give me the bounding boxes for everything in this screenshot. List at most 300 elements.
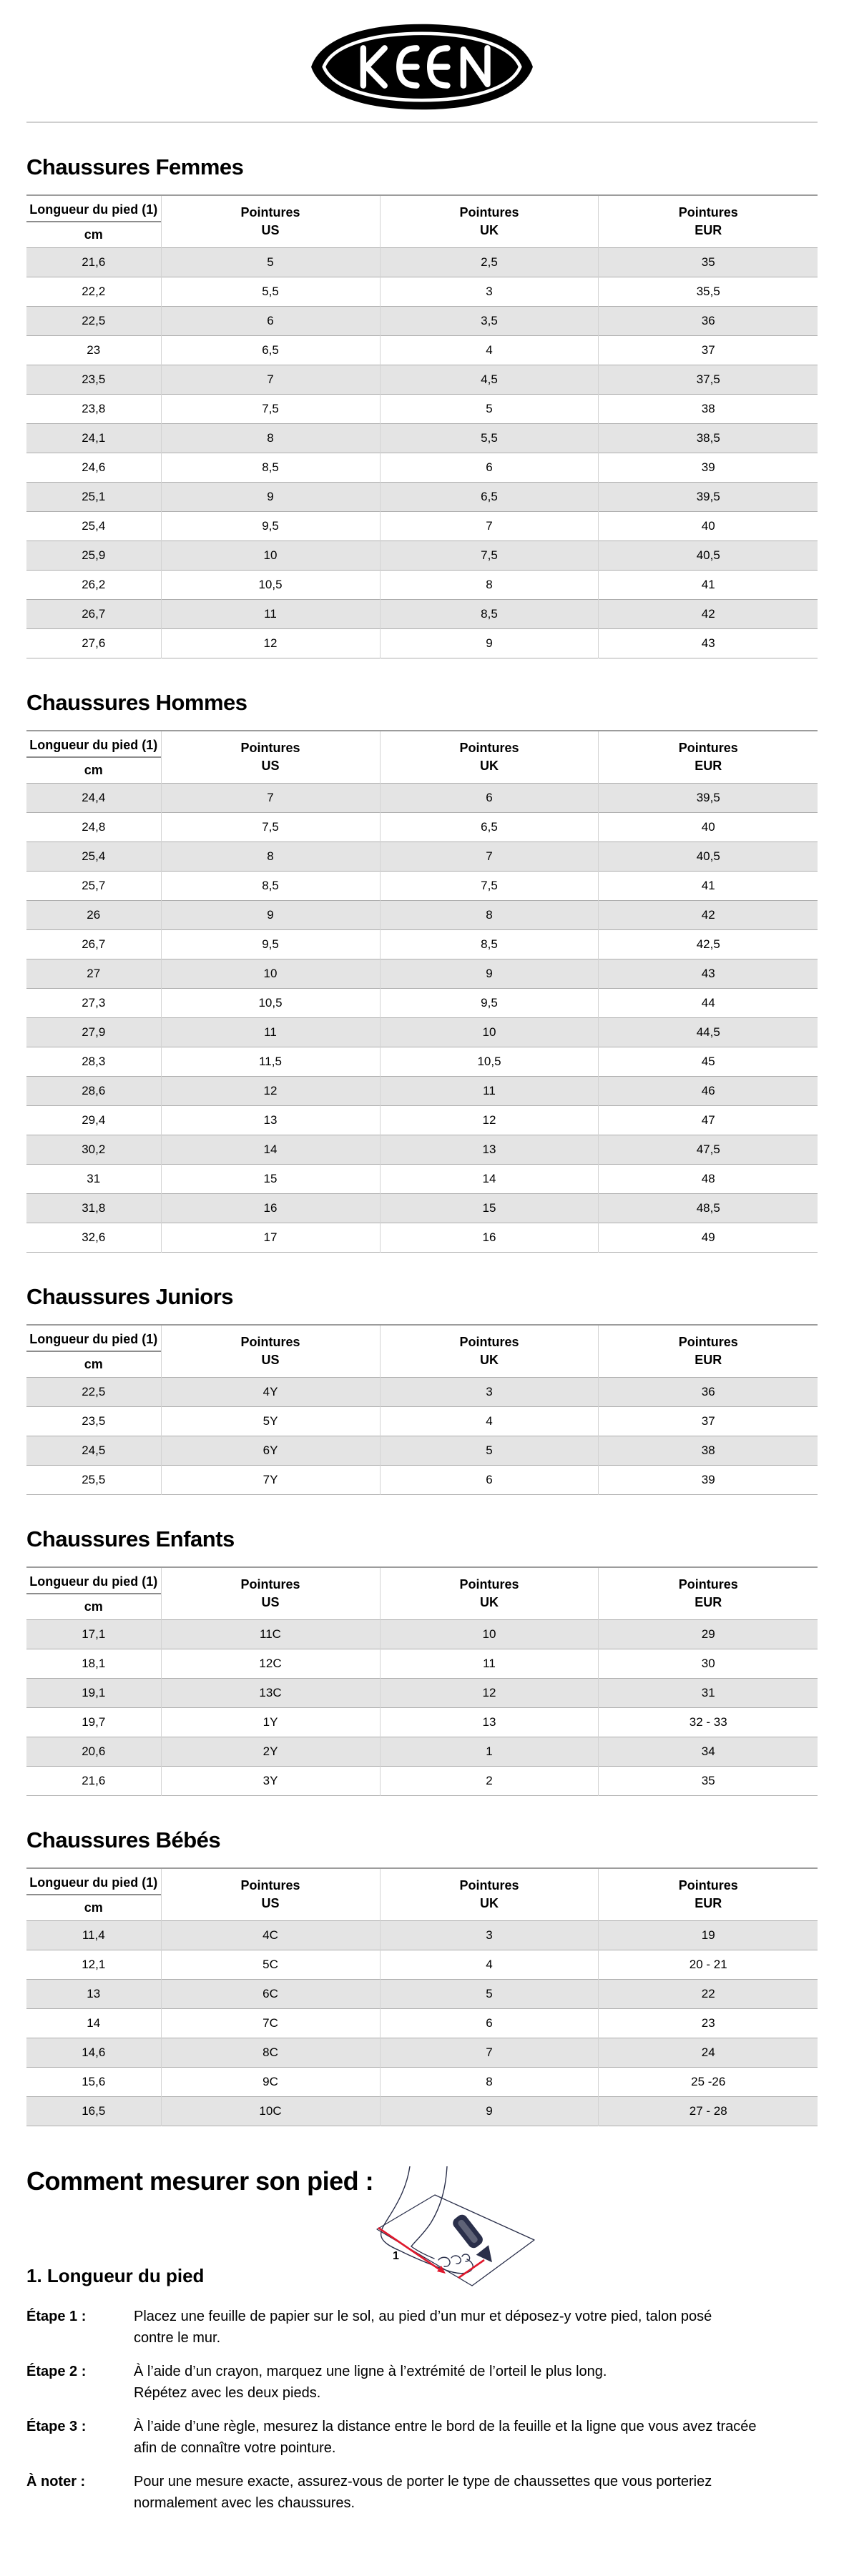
- table-row: [26, 1077, 818, 1106]
- cell-pointure-us: 7C: [161, 2009, 380, 2038]
- table-header-row: [26, 1567, 818, 1620]
- step-text: [134, 2471, 712, 2514]
- table-row: [26, 1223, 818, 1253]
- table-row: [26, 872, 818, 901]
- foot-length-label: Longueur du pied (1): [26, 731, 161, 758]
- eur-label: EUR: [695, 1896, 722, 1910]
- page-header: [0, 0, 844, 117]
- column-header-eur: [599, 1868, 818, 1921]
- pointures-label: Pointures: [678, 1878, 738, 1892]
- cell-foot-length-cm: 26,7: [26, 600, 161, 629]
- cell-foot-length-cm: 26,2: [26, 571, 161, 600]
- table-row: [26, 1106, 818, 1135]
- cell-pointure-eur: 20 - 21: [599, 1950, 818, 1980]
- cell-pointure-eur: 34: [599, 1737, 818, 1767]
- table-row: [26, 336, 818, 365]
- table-row: [26, 1047, 818, 1077]
- size-table-bebes: [26, 1867, 818, 2126]
- pointures-label: Pointures: [240, 741, 300, 755]
- cell-pointure-us: 8C: [161, 2038, 380, 2068]
- pointures-label: Pointures: [678, 205, 738, 219]
- cell-pointure-eur: 38,5: [599, 424, 818, 453]
- column-header-eur: [599, 1325, 818, 1378]
- pointures-label: Pointures: [678, 741, 738, 755]
- cell-pointure-uk: 10: [380, 1018, 599, 1047]
- cell-foot-length-cm: 27,6: [26, 629, 161, 658]
- step-text-line2: contre le mur.: [134, 2330, 221, 2346]
- table-row: [26, 1620, 818, 1649]
- cell-foot-length-cm: 12,1: [26, 1950, 161, 1980]
- cell-foot-length-cm: 23,8: [26, 395, 161, 424]
- cell-pointure-uk: 5: [380, 395, 599, 424]
- cell-pointure-uk: 7: [380, 512, 599, 541]
- keen-logo-icon: [302, 20, 542, 114]
- section-title-bebes: Chaussures Bébés: [26, 1827, 221, 1852]
- cell-foot-length-cm: 25,4: [26, 512, 161, 541]
- cell-pointure-us: 7Y: [161, 1466, 380, 1495]
- table-row: [26, 784, 818, 813]
- column-header-uk: [380, 1325, 599, 1378]
- cell-foot-length-cm: 14,6: [26, 2038, 161, 2068]
- cell-pointure-us: 5Y: [161, 1407, 380, 1436]
- column-header-eur: [599, 195, 818, 248]
- table-row: [26, 1708, 818, 1737]
- cell-pointure-uk: 6,5: [380, 483, 599, 512]
- table-row: [26, 248, 818, 277]
- cell-pointure-us: 2Y: [161, 1737, 380, 1767]
- size-table-femmes: [26, 194, 818, 658]
- cell-pointure-uk: 10,5: [380, 1047, 599, 1077]
- step-text-line1: À l’aide d’une règle, mesurez la distance entre le bord de la feuille et la ligne que vous avez tracée: [134, 2419, 757, 2434]
- cell-pointure-eur: 42: [599, 901, 818, 930]
- cell-pointure-eur: 22: [599, 1980, 818, 2009]
- cell-pointure-uk: 2: [380, 1767, 599, 1796]
- uk-label: UK: [479, 223, 499, 237]
- table-row: [26, 1378, 818, 1407]
- uk-label: UK: [479, 1896, 499, 1910]
- unit-label: cm: [84, 227, 103, 242]
- cell-foot-length-cm: 31,8: [26, 1194, 161, 1223]
- cell-pointure-us: 10,5: [161, 989, 380, 1018]
- cell-foot-length-cm: 22,2: [26, 277, 161, 307]
- cell-pointure-uk: 8: [380, 901, 599, 930]
- cell-pointure-uk: 16: [380, 1223, 599, 1253]
- cell-pointure-us: 10C: [161, 2097, 380, 2126]
- column-header-us: [161, 195, 380, 248]
- column-header-uk: [380, 195, 599, 248]
- cell-pointure-uk: 6: [380, 784, 599, 813]
- cell-pointure-us: 8,5: [161, 453, 380, 483]
- cell-pointure-us: 5,5: [161, 277, 380, 307]
- step-text-line1: À l’aide d’un crayon, marquez une ligne à l’extrémité de l’orteil le plus long.: [134, 2364, 607, 2379]
- cell-pointure-eur: 48,5: [599, 1194, 818, 1223]
- us-label: US: [261, 1896, 280, 1910]
- cell-pointure-us: 4C: [161, 1921, 380, 1950]
- cell-pointure-eur: 41: [599, 872, 818, 901]
- step-label: Étape 1 :: [26, 2309, 87, 2324]
- cell-pointure-us: 4Y: [161, 1378, 380, 1407]
- cell-pointure-uk: 9: [380, 629, 599, 658]
- section-title-femmes: Chaussures Femmes: [26, 154, 244, 179]
- cell-foot-length-cm: 15,6: [26, 2068, 161, 2097]
- cell-pointure-eur: 39,5: [599, 784, 818, 813]
- cell-pointure-eur: 40: [599, 512, 818, 541]
- cell-foot-length-cm: 27: [26, 959, 161, 989]
- cell-pointure-eur: 42,5: [599, 930, 818, 959]
- column-header-us: [161, 731, 380, 784]
- cell-foot-length-cm: 28,6: [26, 1077, 161, 1106]
- cell-pointure-us: 6Y: [161, 1436, 380, 1466]
- cell-pointure-us: 9: [161, 483, 380, 512]
- cell-pointure-eur: 40: [599, 813, 818, 842]
- uk-label: UK: [479, 1353, 499, 1367]
- table-row: [26, 600, 818, 629]
- cell-pointure-eur: 44: [599, 989, 818, 1018]
- cell-pointure-eur: 38: [599, 1436, 818, 1466]
- cell-foot-length-cm: 14: [26, 2009, 161, 2038]
- cell-pointure-uk: 5: [380, 1436, 599, 1466]
- cell-pointure-us: 8: [161, 842, 380, 872]
- size-section-juniors: [26, 1284, 818, 1495]
- table-row: [26, 901, 818, 930]
- measure-step: [26, 2471, 818, 2514]
- table-row: [26, 1165, 818, 1194]
- cell-foot-length-cm: 22,5: [26, 1378, 161, 1407]
- cell-pointure-uk: 8,5: [380, 600, 599, 629]
- cell-pointure-eur: 44,5: [599, 1018, 818, 1047]
- cell-pointure-eur: 36: [599, 1378, 818, 1407]
- table-row: [26, 365, 818, 395]
- cell-pointure-eur: 47,5: [599, 1135, 818, 1165]
- column-header-foot-length: [26, 1325, 161, 1378]
- step-label: À noter :: [26, 2474, 86, 2489]
- uk-label: UK: [479, 1595, 499, 1609]
- cell-foot-length-cm: 26: [26, 901, 161, 930]
- cell-pointure-uk: 4: [380, 1950, 599, 1980]
- cell-foot-length-cm: 24,5: [26, 1436, 161, 1466]
- us-label: US: [261, 1353, 280, 1367]
- cell-pointure-eur: 49: [599, 1223, 818, 1253]
- cell-pointure-eur: 29: [599, 1620, 818, 1649]
- table-header-row: [26, 195, 818, 248]
- column-header-eur: [599, 731, 818, 784]
- cell-pointure-eur: 41: [599, 571, 818, 600]
- cell-pointure-eur: 27 - 28: [599, 2097, 818, 2126]
- column-header-us: [161, 1567, 380, 1620]
- cell-pointure-uk: 7,5: [380, 872, 599, 901]
- unit-label: cm: [84, 1599, 103, 1614]
- cell-foot-length-cm: 19,7: [26, 1708, 161, 1737]
- eur-label: EUR: [695, 223, 722, 237]
- logo-badge: [311, 24, 533, 109]
- eur-label: EUR: [695, 759, 722, 773]
- foot-measurement-diagram: [333, 2166, 569, 2313]
- header-divider: [26, 122, 818, 123]
- cell-pointure-uk: 5,5: [380, 424, 599, 453]
- cell-pointure-us: 10,5: [161, 571, 380, 600]
- cell-pointure-us: 7,5: [161, 395, 380, 424]
- cell-pointure-us: 15: [161, 1165, 380, 1194]
- cell-pointure-us: 5C: [161, 1950, 380, 1980]
- cell-foot-length-cm: 29,4: [26, 1106, 161, 1135]
- table-header-row: [26, 1325, 818, 1378]
- table-row: [26, 1950, 818, 1980]
- measure-subtitle: 1. Longueur du pied: [26, 2265, 205, 2286]
- cell-foot-length-cm: 30,2: [26, 1135, 161, 1165]
- cell-pointure-us: 10: [161, 959, 380, 989]
- table-row: [26, 842, 818, 872]
- section-title-hommes: Chaussures Hommes: [26, 690, 247, 715]
- cell-pointure-eur: 24: [599, 2038, 818, 2068]
- paper-sheet: [377, 2195, 534, 2286]
- cell-pointure-uk: 4,5: [380, 365, 599, 395]
- cell-foot-length-cm: 21,6: [26, 1767, 161, 1796]
- measure-title: Comment mesurer son pied :: [26, 2166, 374, 2196]
- cell-pointure-us: 17: [161, 1223, 380, 1253]
- size-table-hommes: [26, 730, 818, 1253]
- cell-pointure-eur: 40,5: [599, 842, 818, 872]
- table-row: [26, 1135, 818, 1165]
- table-row: [26, 1767, 818, 1796]
- cell-foot-length-cm: 27,3: [26, 989, 161, 1018]
- table-row: [26, 541, 818, 571]
- pointures-label: Pointures: [459, 205, 519, 219]
- pointures-label: Pointures: [240, 1878, 300, 1892]
- table-row: [26, 277, 818, 307]
- cell-pointure-us: 8,5: [161, 872, 380, 901]
- cell-pointure-us: 11,5: [161, 1047, 380, 1077]
- pointures-label: Pointures: [459, 1878, 519, 1892]
- unit-label: cm: [84, 1900, 103, 1915]
- foot-length-label: Longueur du pied (1): [26, 1568, 161, 1594]
- cell-pointure-eur: 37: [599, 1407, 818, 1436]
- table-row: [26, 2097, 818, 2126]
- cell-pointure-uk: 6: [380, 1466, 599, 1495]
- cell-pointure-us: 1Y: [161, 1708, 380, 1737]
- table-row: [26, 989, 818, 1018]
- table-row: [26, 571, 818, 600]
- pointures-label: Pointures: [678, 1335, 738, 1349]
- cell-foot-length-cm: 19,1: [26, 1679, 161, 1708]
- cell-foot-length-cm: 25,1: [26, 483, 161, 512]
- cell-pointure-uk: 14: [380, 1165, 599, 1194]
- size-table-juniors: [26, 1324, 818, 1495]
- cell-pointure-us: 6: [161, 307, 380, 336]
- step-text-line1: Placez une feuille de papier sur le sol, au pied d’un mur et déposez-y votre pied, talon posé: [134, 2309, 712, 2324]
- cell-pointure-eur: 43: [599, 959, 818, 989]
- pointures-label: Pointures: [240, 1335, 300, 1349]
- cell-pointure-uk: 10: [380, 1620, 599, 1649]
- cell-pointure-uk: 11: [380, 1077, 599, 1106]
- cell-pointure-us: 11C: [161, 1620, 380, 1649]
- cell-pointure-us: 6,5: [161, 336, 380, 365]
- us-label: US: [261, 759, 280, 773]
- cell-pointure-eur: 39: [599, 453, 818, 483]
- pointures-label: Pointures: [459, 741, 519, 755]
- cell-foot-length-cm: 25,9: [26, 541, 161, 571]
- cell-pointure-us: 13: [161, 1106, 380, 1135]
- cell-pointure-us: 11: [161, 1018, 380, 1047]
- cell-pointure-us: 11: [161, 600, 380, 629]
- column-header-uk: [380, 731, 599, 784]
- cell-pointure-eur: 36: [599, 307, 818, 336]
- eur-label: EUR: [695, 1595, 722, 1609]
- cell-pointure-uk: 7,5: [380, 541, 599, 571]
- cell-pointure-uk: 4: [380, 336, 599, 365]
- step-text: [134, 2416, 757, 2459]
- cell-pointure-eur: 43: [599, 629, 818, 658]
- table-row: [26, 1737, 818, 1767]
- column-header-eur: [599, 1567, 818, 1620]
- cell-pointure-eur: 35: [599, 248, 818, 277]
- cell-pointure-uk: 3: [380, 1378, 599, 1407]
- table-row: [26, 1921, 818, 1950]
- column-header-us: [161, 1868, 380, 1921]
- cell-pointure-eur: 46: [599, 1077, 818, 1106]
- step-text-line2: normalement avec les chaussures.: [134, 2495, 355, 2511]
- cell-pointure-us: 9,5: [161, 930, 380, 959]
- cell-foot-length-cm: 23,5: [26, 1407, 161, 1436]
- cell-pointure-us: 10: [161, 541, 380, 571]
- table-row: [26, 1679, 818, 1708]
- cell-pointure-uk: 13: [380, 1135, 599, 1165]
- step-label: Étape 2 :: [26, 2364, 87, 2379]
- cell-foot-length-cm: 11,4: [26, 1921, 161, 1950]
- table-row: [26, 2009, 818, 2038]
- table-row: [26, 1436, 818, 1466]
- cell-pointure-us: 12C: [161, 1649, 380, 1679]
- table-row: [26, 2068, 818, 2097]
- cell-pointure-uk: 7: [380, 2038, 599, 2068]
- pointures-label: Pointures: [459, 1335, 519, 1349]
- cell-pointure-eur: 23: [599, 2009, 818, 2038]
- table-row: [26, 1649, 818, 1679]
- column-header-foot-length: [26, 195, 161, 248]
- foot-length-label: Longueur du pied (1): [26, 1326, 161, 1352]
- cell-pointure-eur: 38: [599, 395, 818, 424]
- cell-pointure-uk: 3: [380, 277, 599, 307]
- cell-foot-length-cm: 22,5: [26, 307, 161, 336]
- measure-step: [26, 2361, 818, 2404]
- measure-step: [26, 2416, 818, 2459]
- cell-pointure-us: 5: [161, 248, 380, 277]
- cell-pointure-us: 12: [161, 629, 380, 658]
- cell-pointure-eur: 25 -26: [599, 2068, 818, 2097]
- cell-pointure-uk: 11: [380, 1649, 599, 1679]
- table-row: [26, 453, 818, 483]
- table-row: [26, 1466, 818, 1495]
- cell-pointure-eur: 39,5: [599, 483, 818, 512]
- cell-pointure-uk: 15: [380, 1194, 599, 1223]
- section-title-enfants: Chaussures Enfants: [26, 1526, 235, 1551]
- table-row: [26, 813, 818, 842]
- us-label: US: [261, 223, 280, 237]
- cell-foot-length-cm: 27,9: [26, 1018, 161, 1047]
- cell-foot-length-cm: 23,5: [26, 365, 161, 395]
- cell-pointure-eur: 47: [599, 1106, 818, 1135]
- cell-pointure-us: 9,5: [161, 512, 380, 541]
- cell-foot-length-cm: 25,4: [26, 842, 161, 872]
- table-row: [26, 512, 818, 541]
- column-header-foot-length: [26, 1868, 161, 1921]
- us-label: US: [261, 1595, 280, 1609]
- cell-foot-length-cm: 25,5: [26, 1466, 161, 1495]
- table-header-row: [26, 1868, 818, 1921]
- cell-pointure-uk: 13: [380, 1708, 599, 1737]
- cell-foot-length-cm: 31: [26, 1165, 161, 1194]
- size-section-femmes: [26, 154, 818, 658]
- cell-pointure-us: 9: [161, 901, 380, 930]
- cell-pointure-uk: 9,5: [380, 989, 599, 1018]
- table-row: [26, 629, 818, 658]
- cell-foot-length-cm: 18,1: [26, 1649, 161, 1679]
- column-header-uk: [380, 1567, 599, 1620]
- cell-pointure-eur: 39: [599, 1466, 818, 1495]
- cell-pointure-uk: 8,5: [380, 930, 599, 959]
- cell-pointure-uk: 12: [380, 1679, 599, 1708]
- size-section-bebes: [26, 1827, 818, 2126]
- step-label: Étape 3 :: [26, 2419, 87, 2434]
- foot-length-label: Longueur du pied (1): [26, 196, 161, 222]
- cell-pointure-uk: 7: [380, 842, 599, 872]
- table-row: [26, 1194, 818, 1223]
- pointures-label: Pointures: [240, 1577, 300, 1592]
- cell-foot-length-cm: 24,6: [26, 453, 161, 483]
- cell-foot-length-cm: 26,7: [26, 930, 161, 959]
- eur-label: EUR: [695, 1353, 722, 1367]
- cell-pointure-us: 8: [161, 424, 380, 453]
- cell-foot-length-cm: 21,6: [26, 248, 161, 277]
- cell-pointure-eur: 31: [599, 1679, 818, 1708]
- cell-pointure-eur: 40,5: [599, 541, 818, 571]
- table-row: [26, 1018, 818, 1047]
- table-row: [26, 2038, 818, 2068]
- cell-foot-length-cm: 24,4: [26, 784, 161, 813]
- cell-pointure-uk: 9: [380, 959, 599, 989]
- cell-foot-length-cm: 32,6: [26, 1223, 161, 1253]
- cell-pointure-uk: 9: [380, 2097, 599, 2126]
- step-text-line2: Répétez avec les deux pieds.: [134, 2385, 321, 2401]
- cell-pointure-uk: 12: [380, 1106, 599, 1135]
- diagram-step-label: 1: [393, 2250, 399, 2262]
- size-section-enfants: [26, 1526, 818, 1796]
- table-row: [26, 1980, 818, 2009]
- measure-section: [26, 2166, 818, 2514]
- size-section-hommes: [26, 690, 818, 1253]
- table-row: [26, 424, 818, 453]
- cell-foot-length-cm: 25,7: [26, 872, 161, 901]
- cell-pointure-eur: 37: [599, 336, 818, 365]
- cell-foot-length-cm: 23: [26, 336, 161, 365]
- uk-label: UK: [479, 759, 499, 773]
- cell-foot-length-cm: 28,3: [26, 1047, 161, 1077]
- pointures-label: Pointures: [240, 205, 300, 219]
- cell-pointure-uk: 2,5: [380, 248, 599, 277]
- cell-foot-length-cm: 17,1: [26, 1620, 161, 1649]
- step-text-line2: afin de connaître votre pointure.: [134, 2440, 336, 2456]
- cell-pointure-us: 9C: [161, 2068, 380, 2097]
- cell-pointure-eur: 37,5: [599, 365, 818, 395]
- column-header-foot-length: [26, 1567, 161, 1620]
- cell-pointure-us: 16: [161, 1194, 380, 1223]
- cell-foot-length-cm: 13: [26, 1980, 161, 2009]
- cell-pointure-uk: 3,5: [380, 307, 599, 336]
- cell-pointure-eur: 35: [599, 1767, 818, 1796]
- cell-pointure-us: 7: [161, 365, 380, 395]
- step-text-line1: Pour une mesure exacte, assurez-vous de porter le type de chaussettes que vous porteriez: [134, 2474, 712, 2489]
- measure-steps: [26, 2306, 818, 2514]
- cell-pointure-uk: 8: [380, 571, 599, 600]
